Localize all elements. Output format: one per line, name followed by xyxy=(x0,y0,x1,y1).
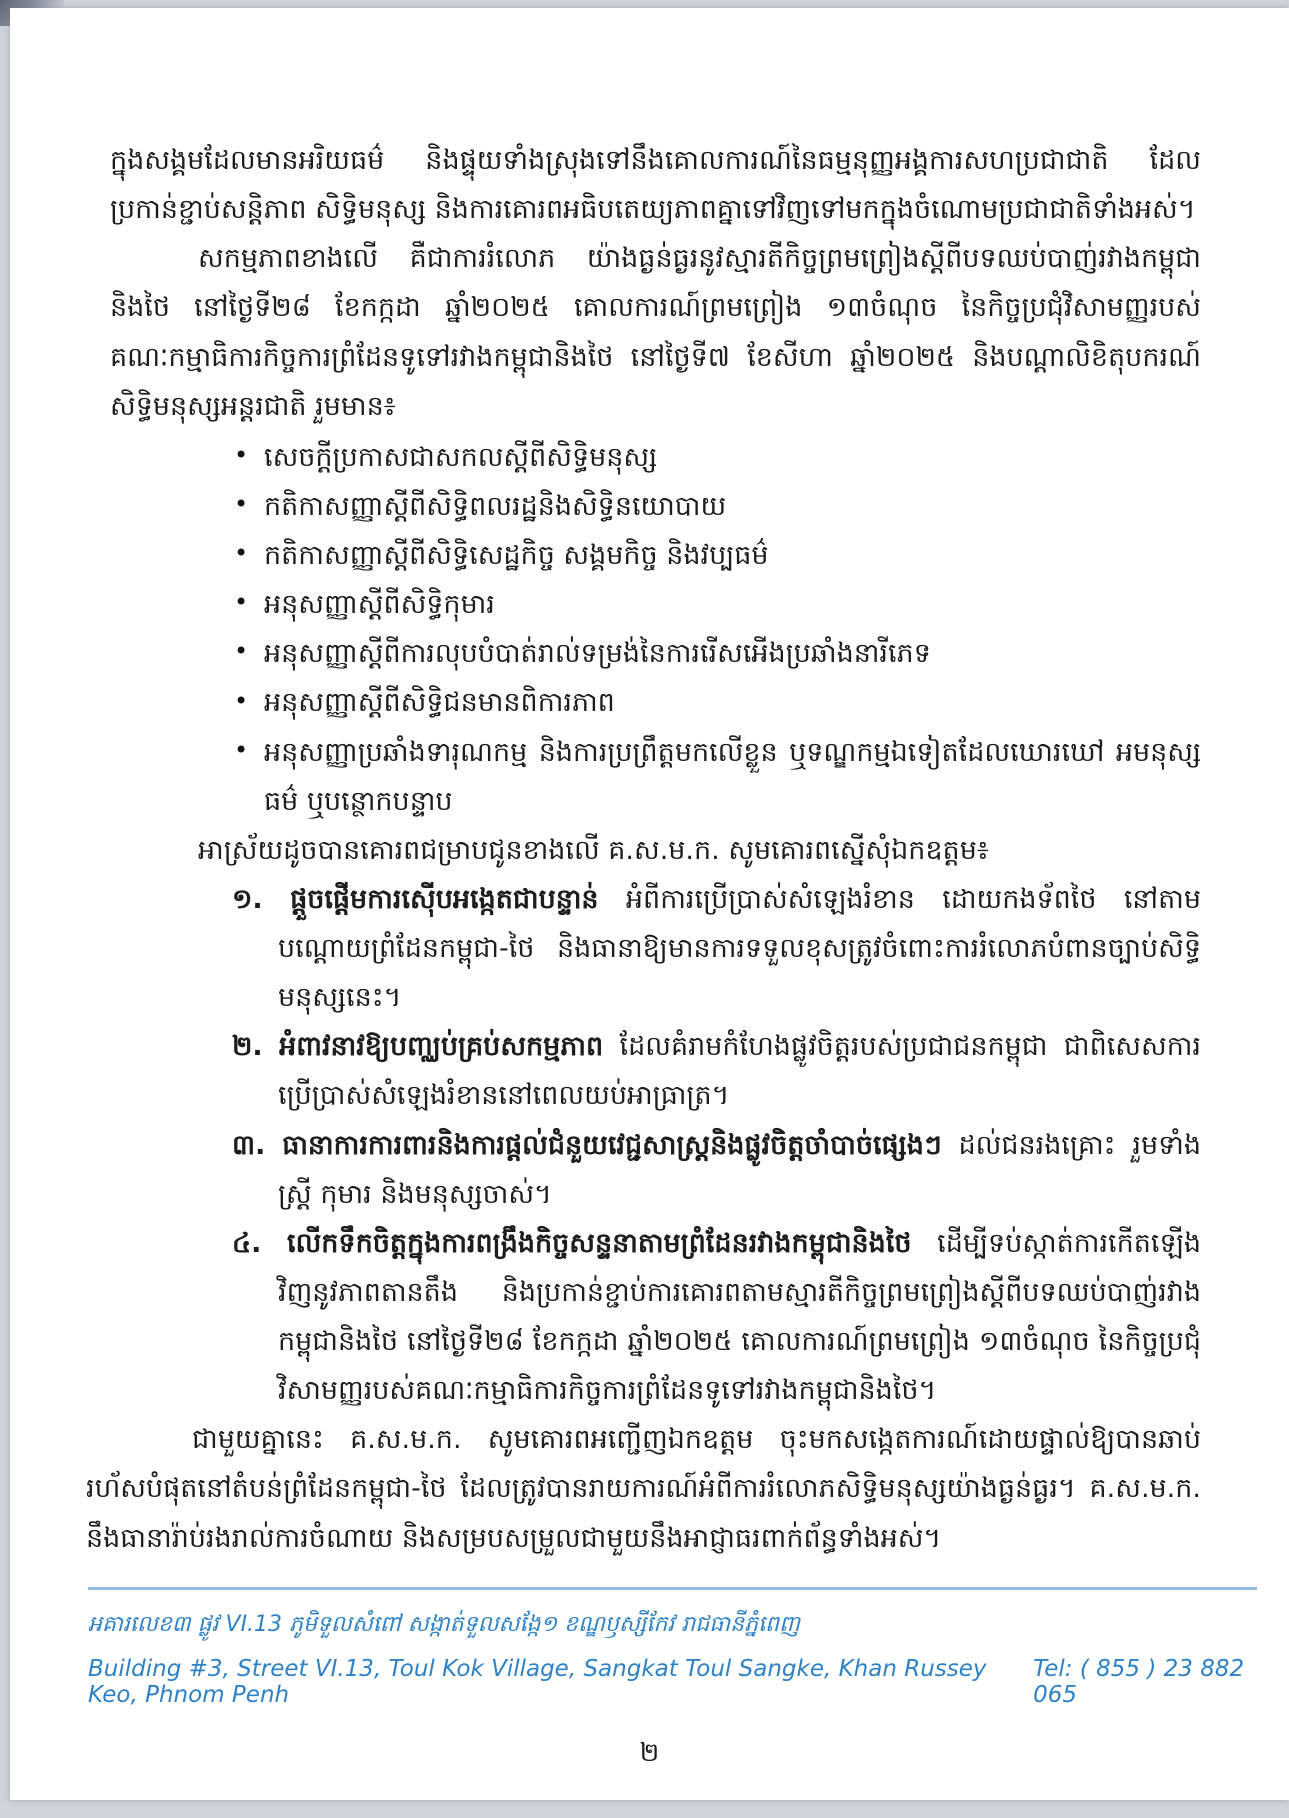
bullet-list xyxy=(110,433,1201,826)
document-page xyxy=(10,8,1289,1800)
bullet-item xyxy=(228,531,1201,580)
bullet-item-text: អនុសញ្ញាស្តីពីសិទ្ធិកុមារ xyxy=(264,589,495,621)
closing-paragraph: ជាមួយគ្នានេះ គ.ស.ម.ក. សូមគោរពអញ្ជើញឯកឧត្តម ចុះមកសង្កេតការណ៍ដោយផ្ទាល់ឱ្យបានឆាប់រហ័សបំផុតនៅតំបន់ព្រំដែនកម្ពុជា-ថៃ ដែលត្រូវបានរាយការណ៍អំពីការរំលោភសិទ្ធិមនុស្សយ៉ាងធ្ងន់ធ្ងរ។ គ.ស.ម.ក. នឹងធានារ៉ាប់រងរាល់ការចំណាយ និងសម្របសម្រួលជាមួយនឹងអាជ្ញាធរពាក់ព័ន្ធទាំងអស់។ xyxy=(86,1424,1201,1554)
bullet-item-text: អនុសញ្ញាស្តីពីសិទ្ធិជនមានពិការភាព xyxy=(264,687,615,719)
item-text: អំពីការប្រើប្រាស់សំឡេងរំខាន ដោយកងទ័ពថៃ នៅតាមបណ្តោយព្រំដែនកម្ពុជា-ថៃ និងធានាឱ្យមានការទទួលខុសត្រូវចំពោះការរំលោភបំពានច្បាប់សិទ្ធិមនុស្សនេះ។ xyxy=(278,883,1201,1014)
item-title: លើកទឹកចិត្តក្នុងការពង្រឹងកិច្ចសន្ទនាតាមព្រំដែនរវាងកម្ពុជានិងថៃ xyxy=(287,1227,912,1259)
item-number: ៣. xyxy=(232,1129,266,1161)
item-text: ដែលគំរាមកំហែងផ្លូវចិត្តរបស់ប្រជាជនកម្ពុជា ជាពិសេសការប្រើប្រាស់សំឡេងរំខាននៅពេលយប់អាធ្រាត្រ។ xyxy=(278,1031,1201,1112)
numbered-list xyxy=(110,875,1201,1415)
bullet-item-text: សេចក្តីប្រកាសជាសកលស្តីពីសិទ្ធិមនុស្ស xyxy=(264,441,658,473)
footer xyxy=(88,1587,1257,1708)
bullet-dot-icon: • xyxy=(234,539,249,568)
item-number: ៤. xyxy=(232,1227,262,1259)
bullet-dot-icon: • xyxy=(234,490,249,519)
bullet-item-text: កតិកាសញ្ញាស្តីពីសិទ្ធិសេដ្ឋកិច្ច សង្គមកិច្ច និងវប្បធម៌ xyxy=(264,540,769,571)
numbered-item xyxy=(232,1022,1201,1120)
numbered-item xyxy=(232,1219,1201,1416)
bullet-item-text: អនុសញ្ញាស្តីពីការលុបបំបាត់រាល់ទម្រង់នៃការរើសអើងប្រឆាំងនារីភេទ xyxy=(264,638,931,670)
item-number: ១. xyxy=(232,883,263,915)
bullet-item xyxy=(228,678,1201,727)
item-title: ផ្តួចផ្តើមការស៊ើបអង្កេតជាបន្ទាន់ xyxy=(290,883,599,915)
bullet-item-text: កតិកាសញ្ញាស្តីពីសិទ្ធិពលរដ្ឋនិងសិទ្ធិនយោបាយ xyxy=(264,490,727,522)
paragraph-opening: ក្នុងសង្គមដែលមានអរិយធម៌ និងផ្ទុយទាំងស្រុងទៅនឹងគោលការណ៍នៃធម្មនុញ្ញអង្គការសហប្រជាជាតិ ដែលប្រកាន់ខ្ជាប់សន្តិភាព សិទ្ធិមនុស្ស និងការគោរពអធិបតេយ្យភាពគ្នាទៅវិញទៅមកក្នុងចំណោមប្រជាជាតិទាំងអស់។ xyxy=(110,145,1201,226)
footer-address-english: Building #3, Street VI.13, Toul Kok Village, Sangkat Toul Sangke, Khan Russey Keo, Phnom Penh xyxy=(88,1656,987,1708)
item-title: ធានាការការពារនិងការផ្តល់ជំនួយវេជ្ជសាស្ត្រនិងផ្លូវចិត្តចាំបាច់ផ្សេងៗ xyxy=(282,1129,942,1161)
bullet-item xyxy=(228,580,1201,629)
body-text xyxy=(86,136,1201,1563)
footer-address-khmer: អគារលេខ៣ ផ្លូវ VI.13 ភូមិទួលសំពៅ សង្កាត់ទួលសង្កែ១ ខណ្ឌឫស្សីកែវ រាជធានីភ្នំពេញ xyxy=(88,1612,800,1637)
numbered-item xyxy=(232,875,1201,1022)
numbered-item xyxy=(232,1121,1201,1219)
item-text: ដល់ជនរងគ្រោះ រួមទាំងស្ត្រី កុមារ និងមនុស្សចាស់។ xyxy=(278,1129,1201,1210)
bullet-item xyxy=(228,629,1201,678)
footer-address-row xyxy=(88,1656,1257,1708)
bullet-item-text: អនុសញ្ញាប្រឆាំងទារុណកម្ម និងការប្រព្រឹត្តមកលើខ្លួន ឬទណ្ឌកម្មឯទៀតដែលឃោរឃៅ អមនុស្សធម៌ ឬបន្ថោកបន្ទាប xyxy=(264,736,1201,817)
footer-tel: Tel: ( 855 ) 23 882 065 xyxy=(1033,1656,1245,1708)
item-number: ២. xyxy=(232,1031,263,1063)
bullet-dot-icon: • xyxy=(234,735,249,764)
bullet-dot-icon: • xyxy=(234,686,249,715)
page-number: ២ xyxy=(639,1738,660,1768)
request-intro: អាស្រ័យដូចបានគោរពជម្រាបជូនខាងលើ គ.ស.ម.ក. សូមគោរពស្នើសុំឯកឧត្តម៖ xyxy=(198,834,989,866)
bullet-item xyxy=(228,433,1201,482)
bullet-dot-icon: • xyxy=(234,588,249,617)
footer-divider xyxy=(88,1587,1257,1590)
bullet-dot-icon: • xyxy=(234,637,249,666)
bullet-item xyxy=(228,482,1201,531)
item-title: អំពាវនាវឱ្យបញ្ឈប់គ្រប់សកម្មភាព xyxy=(279,1031,604,1063)
paragraph-activity: សកម្មភាពខាងលើ គឺជាការរំលោភ យ៉ាងធ្ងន់ធ្ងរនូវស្មារតីកិច្ចព្រមព្រៀងស្តីពីបទឈប់បាញ់រវាងកម្ពុជានិងថៃ នៅថ្ងៃទី២៨ ខែកក្កដា ឆ្នាំ២០២៥ គោលការណ៍ព្រមព្រៀង ១៣ចំណុច នៃកិច្ចប្រជុំវិសាមញ្ញរបស់គណៈកម្មាធិការកិច្ចការព្រំដែនទូទៅរវាងកម្ពុជានិងថៃ នៅថ្ងៃទី៧ ខែសីហា ឆ្នាំ២០២៥ និងបណ្តាលិខិតុបករណ៍សិទ្ធិមនុស្សអន្តរជាតិ រួមមាន៖ xyxy=(110,243,1201,422)
bullet-item xyxy=(228,728,1201,826)
bullet-dot-icon: • xyxy=(234,440,249,469)
item-text: ដើម្បីទប់ស្កាត់ការកើតឡើងវិញនូវភាពតានតឹង និងប្រកាន់ខ្ជាប់ការគោរពតាមស្មារតីកិច្ចព្រមព្រៀងស្តីពីបទឈប់បាញ់រវាងកម្ពុជានិងថៃ នៅថ្ងៃទី២៨ ខែកក្កដា ឆ្នាំ២០២៥ គោលការណ៍ព្រមព្រៀង ១៣ចំណុច នៃកិច្ចប្រជុំវិសាមញ្ញរបស់គណៈកម្មាធិការកិច្ចការព្រំដែនទូទៅរវាងកម្ពុជានិងថៃ។ xyxy=(278,1227,1201,1407)
